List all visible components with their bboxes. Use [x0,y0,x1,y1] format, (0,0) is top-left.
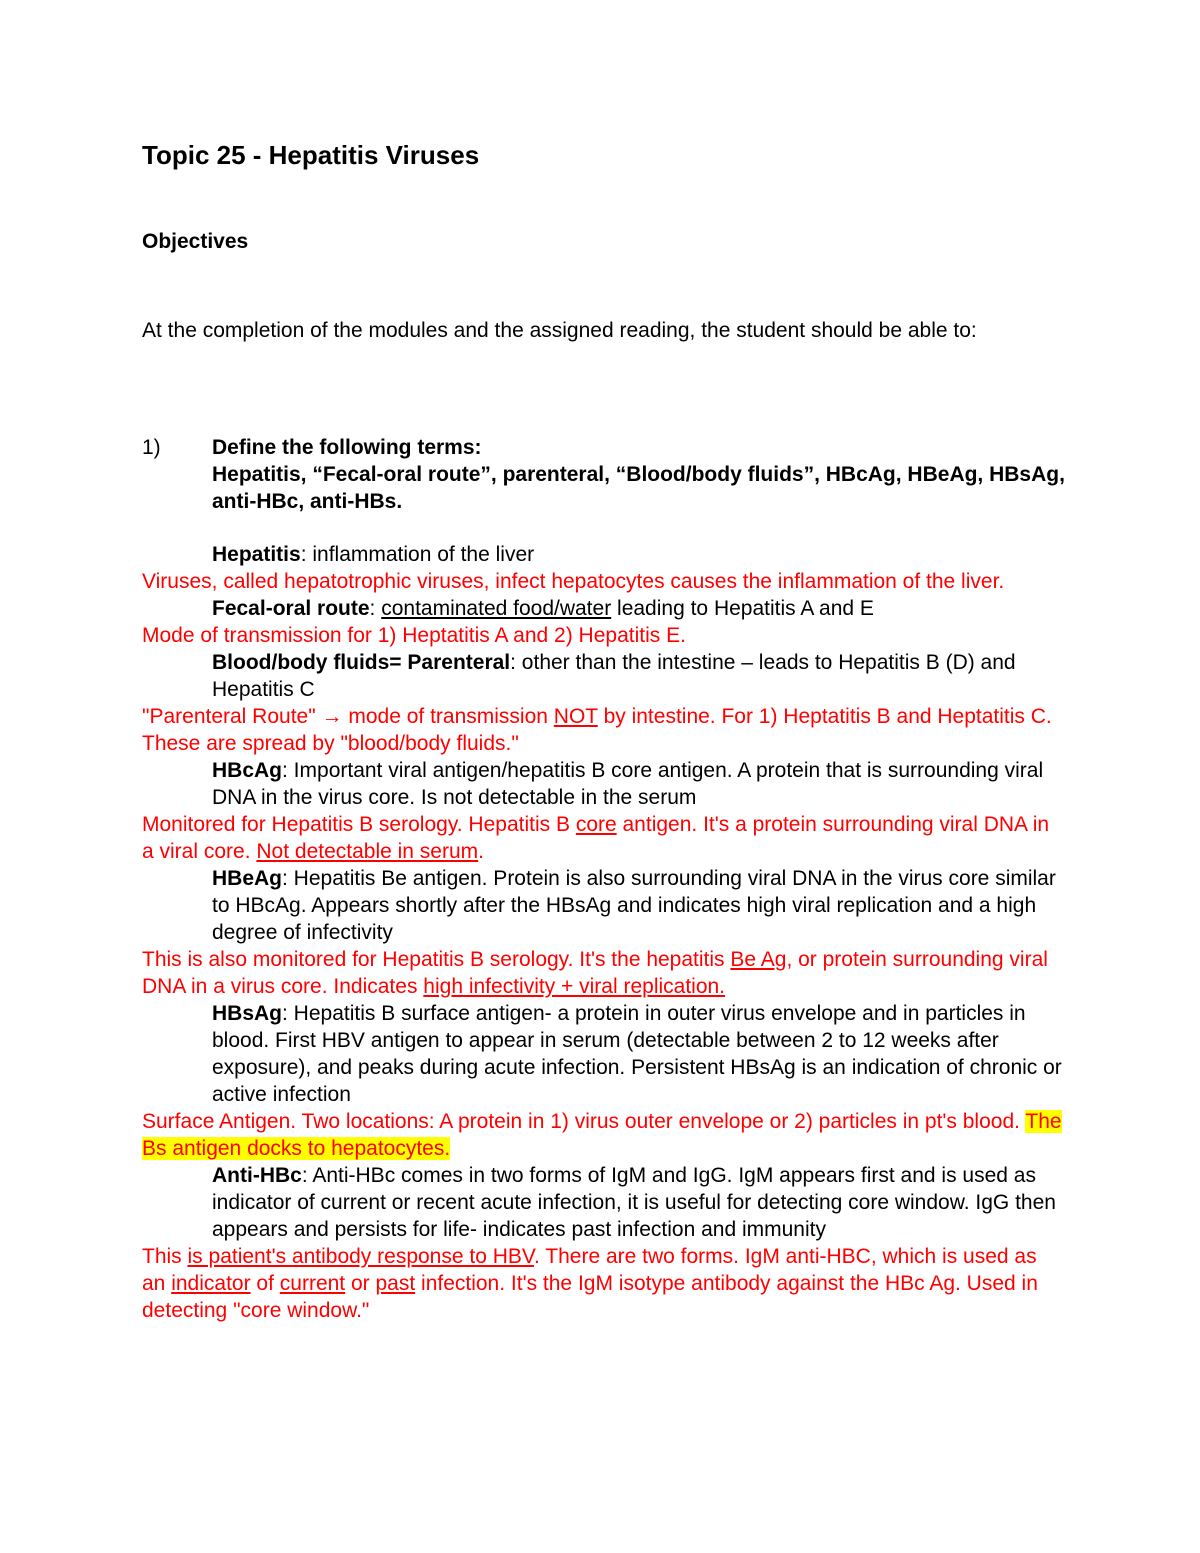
note-text: antigen. It's a protein surrounding viral DNA in a viral core. [142,813,1050,863]
underlined-text: contaminated food/water [381,597,612,620]
definition-fecal-oral [142,595,1062,622]
term-definition: : inflammation of the liver [300,543,535,566]
note-text: "Parenteral Route" [142,705,322,728]
term-label: HBeAg [212,867,283,890]
definitions [142,541,1062,1324]
highlighted-text: The Bs antigen docks to hepatocytes. [142,1110,1062,1160]
intro-paragraph: At the completion of the modules and the assigned reading, the student should be able to: [142,319,977,342]
note-text: infection. It's the IgM isotype antibody against the HBc Ag. Used in detecting "core window." [142,1272,1038,1322]
item-number: 1) [142,436,161,459]
arrow-icon: → [321,705,343,728]
note-anti-hbc [142,1243,1062,1324]
note-text: or [345,1272,376,1295]
term-definition: : Anti-HBc comes in two forms of IgM and IgG. IgM appears first and is used as indicator of current or recent acute infection, it is useful for detecting core window. IgG then appears and persists for life- indicates past infection and immunity [212,1164,1056,1241]
note-hbsag [142,1108,1062,1162]
term-label: Blood/body fluids= Parenteral [212,651,511,674]
note-text: by intestine. For 1) Heptatitis B and Heptatitis C. These are spread by "blood/body fluids." [142,705,1052,755]
underlined-text: past [375,1272,416,1295]
term-label: HBcAg [212,759,283,782]
note-text: . [478,840,485,863]
item-terms: Hepatitis, “Fecal-oral route”, parenteral, “Blood/body fluids”, HBcAg, HBeAg, HBsAg, anti-HBc, anti-HBs. [212,463,1065,513]
note-text: , or protein surrounding viral DNA in a virus core. Indicates [142,948,1048,998]
underlined-text: indicator [171,1272,251,1295]
term-definition: leading to Hepatitis A and E [611,597,874,620]
term-label: Hepatitis [212,543,301,566]
note-text: of [250,1272,280,1295]
term-label: Anti-HBc [212,1164,302,1187]
definition-hbeag [142,865,1062,946]
term-definition: : Important viral antigen/hepatitis B core antigen. A protein that is surrounding viral DNA in the virus core. Is not detectable in the serum [212,759,1044,809]
underlined-text: Be Ag [730,948,787,971]
definition-hbcag [142,757,1062,811]
term-definition: : Hepatitis B surface antigen- a protein in outer virus envelope and in particles in blood. First HBV antigen to appear in serum (detectable between 2 to 12 weeks after exposure), and peaks during acute infection. Persistent HBsAg is an indication of chronic or active infection [212,1002,1062,1106]
term-definition: : other than the intestine – leads to Hepatitis B (D) and Hepatitis C [212,651,1016,701]
term-label: Fecal-oral route [212,597,370,620]
underlined-text: is patient's antibody response to HBV [187,1245,534,1268]
definition-hepatitis [142,541,1062,568]
note-text: Monitored for Hepatitis B serology. Hepatitis B [142,813,576,836]
item-body [212,434,1072,515]
document-title: Topic 25 - Hepatitis Viruses [142,140,480,170]
note-text: mode of transmission [342,705,554,728]
note-text: This is also monitored for Hepatitis B serology. It's the hepatitis [142,948,731,971]
note-hbeag [142,946,1062,1000]
underlined-text: NOT [553,705,598,728]
underlined-text: high infectivity + viral replication. [423,975,726,998]
definition-blood-fluids [142,649,1062,703]
note-hbcag [142,811,1062,865]
note-text: This [142,1245,188,1268]
note-parenteral [142,703,1062,757]
note-text: . There are two forms. IgM anti-HBC, which is used as an [142,1245,1037,1295]
term-label: HBsAg [212,1002,283,1025]
term-definition: : Hepatitis Be antigen. Protein is also surrounding viral DNA in the virus core similar to HBcAg. Appears shortly after the HBsAg and indicates high viral replication and a high degree of infectivity [212,867,1056,944]
note-hepatitis: Viruses, called hepatotrophic viruses, infect hepatocytes causes the inflammation of the liver. [142,570,1005,593]
note-fecal-oral: Mode of transmission for 1) Heptatitis A and 2) Hepatitis E. [142,624,686,647]
objectives-heading: Objectives [142,230,249,253]
definition-anti-hbc [142,1162,1062,1243]
definition-hbsag [142,1000,1062,1108]
underlined-text: core [575,813,617,836]
separator: : [369,597,382,620]
item-heading: Define the following terms: [212,436,482,459]
underlined-text: Not detectable in serum [256,840,479,863]
note-text: Surface Antigen. Two locations: A protein in 1) virus outer envelope or 2) particles in pt's blood. [142,1110,1026,1133]
underlined-text: current [279,1272,346,1295]
